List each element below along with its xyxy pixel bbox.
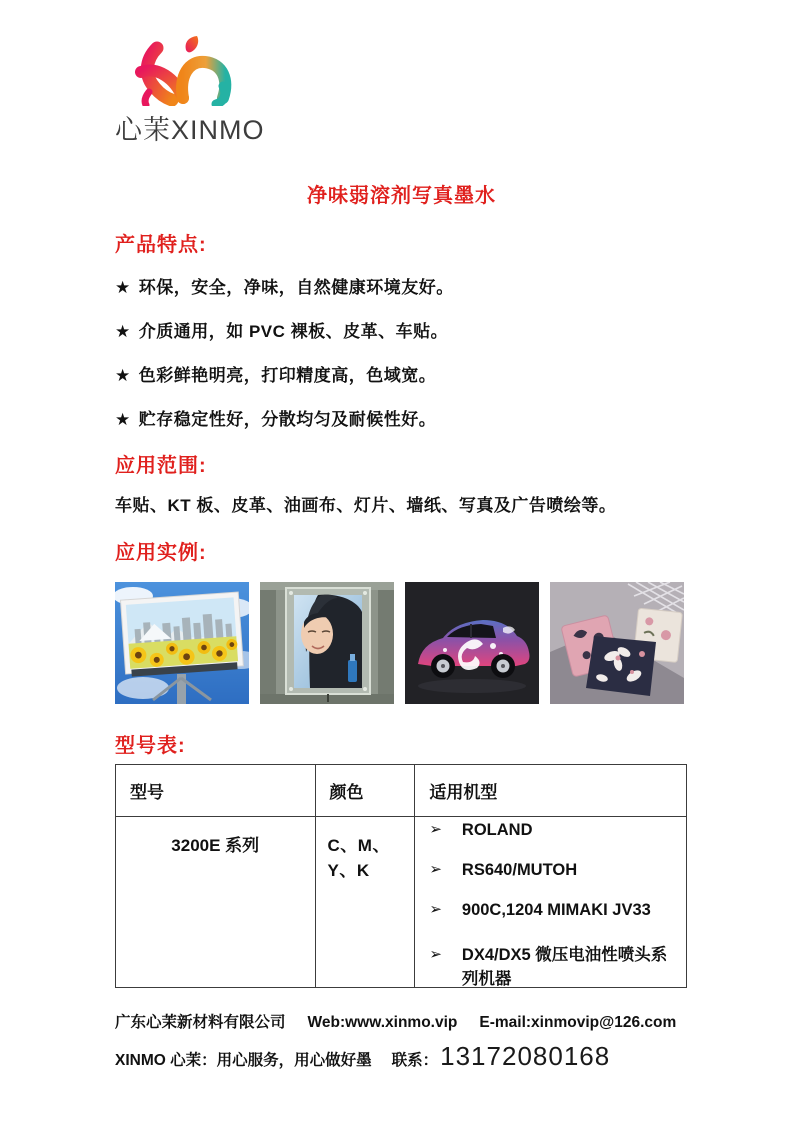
brand-logo-text: 心茉XINMO	[115, 115, 265, 145]
feature-item	[115, 273, 688, 298]
features-heading: 产品特点:	[115, 234, 207, 256]
column-header-model: 型号	[116, 765, 316, 817]
arrow-bullet-icon: ➢	[429, 861, 442, 878]
brand-logo	[115, 36, 688, 147]
feature-item	[115, 405, 688, 430]
models-heading: 型号表:	[115, 735, 186, 757]
machine-name: DX4/DX5 微压电油性喷头系列机器	[461, 946, 668, 988]
model-cell: 3200E 系列	[116, 817, 316, 988]
feature-text: 介质通用，如 PVC 裸板、皮革、车贴。	[138, 322, 449, 341]
slogan-text: XINMO 心茉：用心服务，用心做好墨	[115, 1052, 372, 1069]
example-image-lightbox	[260, 582, 394, 704]
column-header-machines: 适用机型	[415, 765, 687, 817]
star-bullet-icon: ★	[115, 366, 131, 385]
company-name: 广东心茉新材料有限公司	[115, 1014, 286, 1031]
machine-name: ROLAND	[461, 821, 533, 839]
machines-cell	[415, 817, 687, 988]
website-text: Web:www.xinmo.vip	[307, 1014, 458, 1031]
example-image-car-wrap	[405, 582, 539, 704]
machine-name: RS640/MUTOH	[461, 861, 578, 879]
feature-text: 色彩鲜艳明亮，打印精度高，色域宽。	[138, 366, 437, 385]
arrow-bullet-icon: ➢	[429, 946, 442, 963]
feature-item	[115, 317, 688, 342]
star-bullet-icon: ★	[115, 410, 131, 429]
footer-contact-line	[115, 1010, 715, 1032]
star-bullet-icon: ★	[115, 322, 131, 341]
example-image-floral-bags	[550, 582, 684, 704]
feature-list	[115, 273, 688, 430]
feature-text: 环保，安全，净味，自然健康环境友好。	[138, 278, 454, 297]
machine-name: 900C,1204 MIMAKI JV33	[461, 901, 651, 919]
footer-slogan-line	[115, 1041, 715, 1072]
table-header-row	[116, 765, 687, 817]
star-bullet-icon: ★	[115, 278, 131, 297]
column-header-color: 颜色	[315, 765, 415, 817]
feature-text: 贮存稳定性好，分散均匀及耐候性好。	[138, 410, 437, 429]
phone-number: 13172080168	[440, 1041, 611, 1071]
examples-heading: 应用实例:	[115, 542, 207, 564]
email-text: E-mail:xinmovip@126.com	[479, 1014, 677, 1031]
page-title: 净味弱溶剂写真墨水	[307, 185, 496, 207]
machine-item	[429, 861, 680, 901]
applications-heading: 应用范围:	[115, 455, 207, 477]
model-table	[115, 764, 687, 988]
example-image-billboard	[115, 582, 249, 704]
arrow-bullet-icon: ➢	[429, 901, 442, 918]
footer	[115, 1010, 715, 1072]
brand-logo-icon	[131, 36, 243, 106]
table-row	[116, 817, 687, 988]
machine-item	[429, 821, 680, 861]
machine-item	[429, 941, 680, 988]
machine-item	[429, 901, 680, 941]
color-cell: C、M、Y、K	[315, 817, 415, 988]
applications-text: 车贴、KT 板、皮革、油画布、灯片、墙纸、写真及广告喷绘等。	[115, 496, 617, 515]
feature-item	[115, 361, 688, 386]
arrow-bullet-icon: ➢	[429, 821, 442, 838]
contact-label: 联系：	[391, 1052, 439, 1069]
example-images-row	[115, 582, 688, 704]
